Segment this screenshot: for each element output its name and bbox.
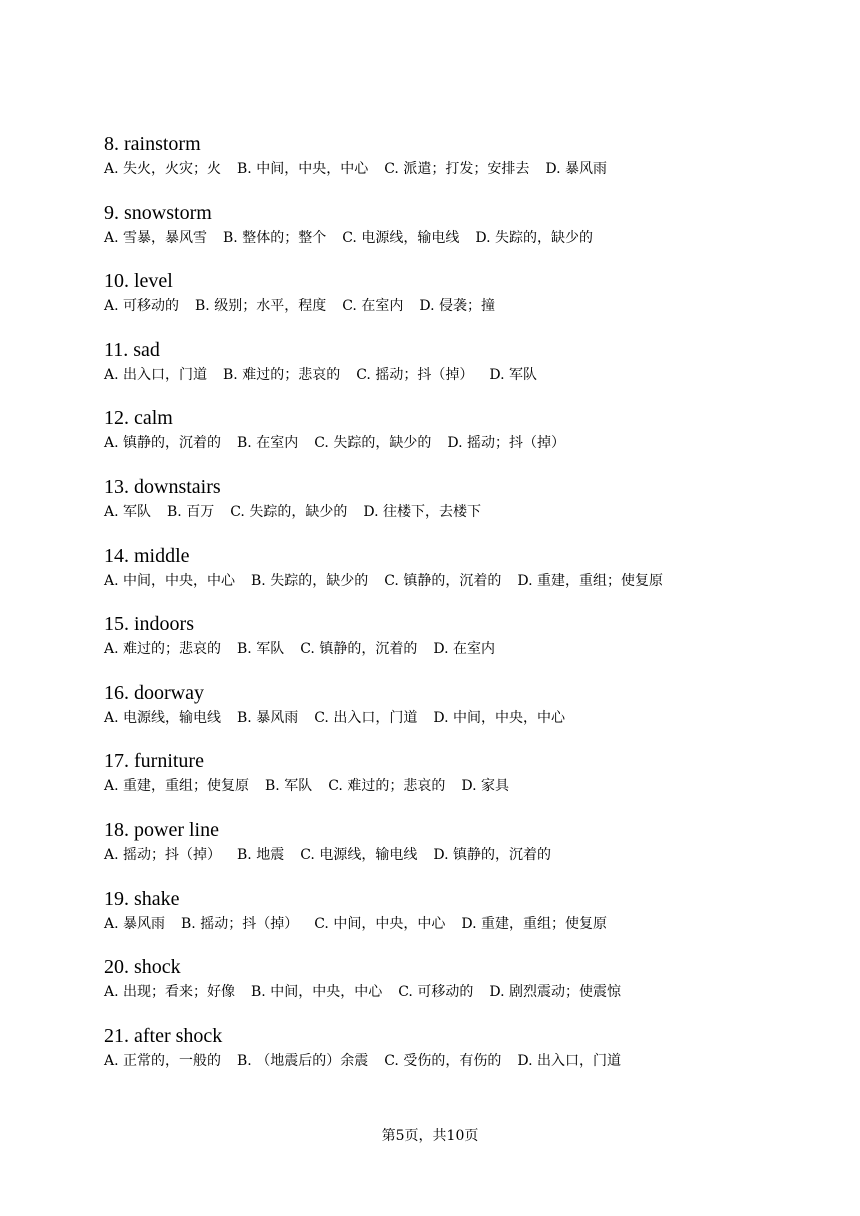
answer-option: B. 整体的；整个 [223,229,327,246]
answer-option: B. 难过的；悲哀的 [223,366,341,383]
question-item [104,611,804,680]
answer-options [104,638,804,660]
question-item [104,474,804,543]
answer-option: C. 电源线，输电线 [300,846,418,863]
answer-option: B. 失踪的，缺少的 [251,572,369,589]
question-item [104,954,804,1023]
answer-option: D. 在室内 [433,641,495,658]
answer-option: C. 出入口，门道 [314,709,418,726]
question-item [104,886,804,955]
answer-option: D. 军队 [489,366,537,383]
answer-option: A. 出现；看来；好像 [104,984,236,1001]
answer-option: C. 可移动的 [398,984,474,1001]
question-word: 14. middle [104,544,190,567]
answer-option: D. 侵袭；撞 [419,298,495,315]
question-word: 11. sad [104,338,160,361]
question-word: 16. doorway [104,681,204,704]
answer-option: B. 中间，中央，中心 [251,984,383,1001]
question-word: 12. calm [104,407,173,430]
answer-option: B. （地震后的）余震 [237,1052,369,1069]
answer-option: D. 往楼下，去楼下 [363,503,481,520]
answer-options [104,227,804,249]
answer-options [104,501,804,523]
answer-option: D. 出入口，门道 [517,1052,621,1069]
answer-options [104,707,804,729]
answer-option: A. 军队 [104,503,152,520]
answer-options [104,844,804,866]
question-word: 9. snowstorm [104,201,212,224]
question-word: 15. indoors [104,613,194,636]
answer-option: C. 失踪的，缺少的 [314,435,432,452]
answer-option: B. 地震 [237,846,285,863]
question-word: 19. shake [104,887,180,910]
question-word: 17. furniture [104,750,204,773]
answer-options [104,913,804,935]
answer-option: D. 镇静的，沉着的 [433,846,551,863]
answer-option: B. 暴风雨 [237,709,299,726]
answer-option: D. 家具 [461,778,509,795]
answer-options [104,981,804,1003]
answer-option: A. 重建，重组；使复原 [104,778,250,795]
answer-option: B. 军队 [237,641,285,658]
answer-option: A. 出入口，门道 [104,366,208,383]
answer-options [104,295,804,317]
answer-option: B. 摇动；抖（掉） [181,915,299,932]
question-word: 13. downstairs [104,475,221,498]
answer-option: A. 难过的；悲哀的 [104,641,222,658]
answer-option: A. 摇动；抖（掉） [104,846,222,863]
question-word: 21. after shock [104,1024,223,1047]
answer-option: D. 摇动；抖（掉） [447,435,565,452]
answer-option: A. 失火，火灾；火 [104,161,222,177]
question-word: 10. level [104,270,173,293]
question-item [104,1023,804,1092]
question-item [104,405,804,474]
answer-option: C. 难过的；悲哀的 [328,778,446,795]
question-word: 18. power line [104,818,219,841]
answer-options [104,158,804,180]
answer-option: C. 派遣；打发；安排去 [384,161,530,177]
answer-option: C. 受伤的，有伤的 [384,1052,502,1069]
answer-option: D. 中间，中央，中心 [433,709,565,726]
question-item [104,748,804,817]
question-item [104,131,804,200]
answer-option: A. 正常的，一般的 [104,1052,222,1069]
answer-option: D. 剧烈震动；使震惊 [489,984,621,1001]
answer-option: B. 级别；水平，程度 [195,298,327,315]
answer-option: A. 可移动的 [104,298,180,315]
answer-option: A. 中间，中央，中心 [104,572,236,589]
answer-option: C. 镇静的，沉着的 [300,641,418,658]
question-item [104,543,804,612]
answer-option: D. 重建，重组；使复原 [461,915,607,932]
answer-options [104,1050,804,1072]
answer-option: C. 在室内 [342,298,404,315]
answer-option: C. 失踪的，缺少的 [230,503,348,520]
question-list [104,131,804,1091]
answer-option: C. 镇静的，沉着的 [384,572,502,589]
question-word: 20. shock [104,956,181,979]
question-item [104,680,804,749]
answer-option: A. 电源线，输电线 [104,709,222,726]
answer-options [104,432,804,454]
page-footer: 第5页，共10页 [381,1128,479,1144]
answer-options [104,364,804,386]
answer-option: D. 重建，重组；使复原 [517,572,663,589]
answer-option: C. 中间，中央，中心 [314,915,446,932]
answer-option: B. 在室内 [237,435,299,452]
question-item [104,817,804,886]
answer-option: C. 摇动；抖（掉） [356,366,474,383]
question-word: 8. rainstorm [104,133,201,155]
answer-option: B. 军队 [265,778,313,795]
answer-option: A. 雪暴，暴风雪 [104,229,208,246]
question-item [104,268,804,337]
answer-option: D. 失踪的，缺少的 [475,229,593,246]
answer-option: C. 电源线，输电线 [342,229,460,246]
answer-options [104,570,804,592]
answer-options [104,775,804,797]
answer-option: A. 暴风雨 [104,915,166,932]
answer-option: B. 百万 [167,503,215,520]
answer-option: A. 镇静的，沉着的 [104,435,222,452]
question-item [104,200,804,269]
answer-option: B. 中间，中央，中心 [237,161,369,177]
answer-option: D. 暴风雨 [545,161,607,177]
question-item [104,337,804,406]
